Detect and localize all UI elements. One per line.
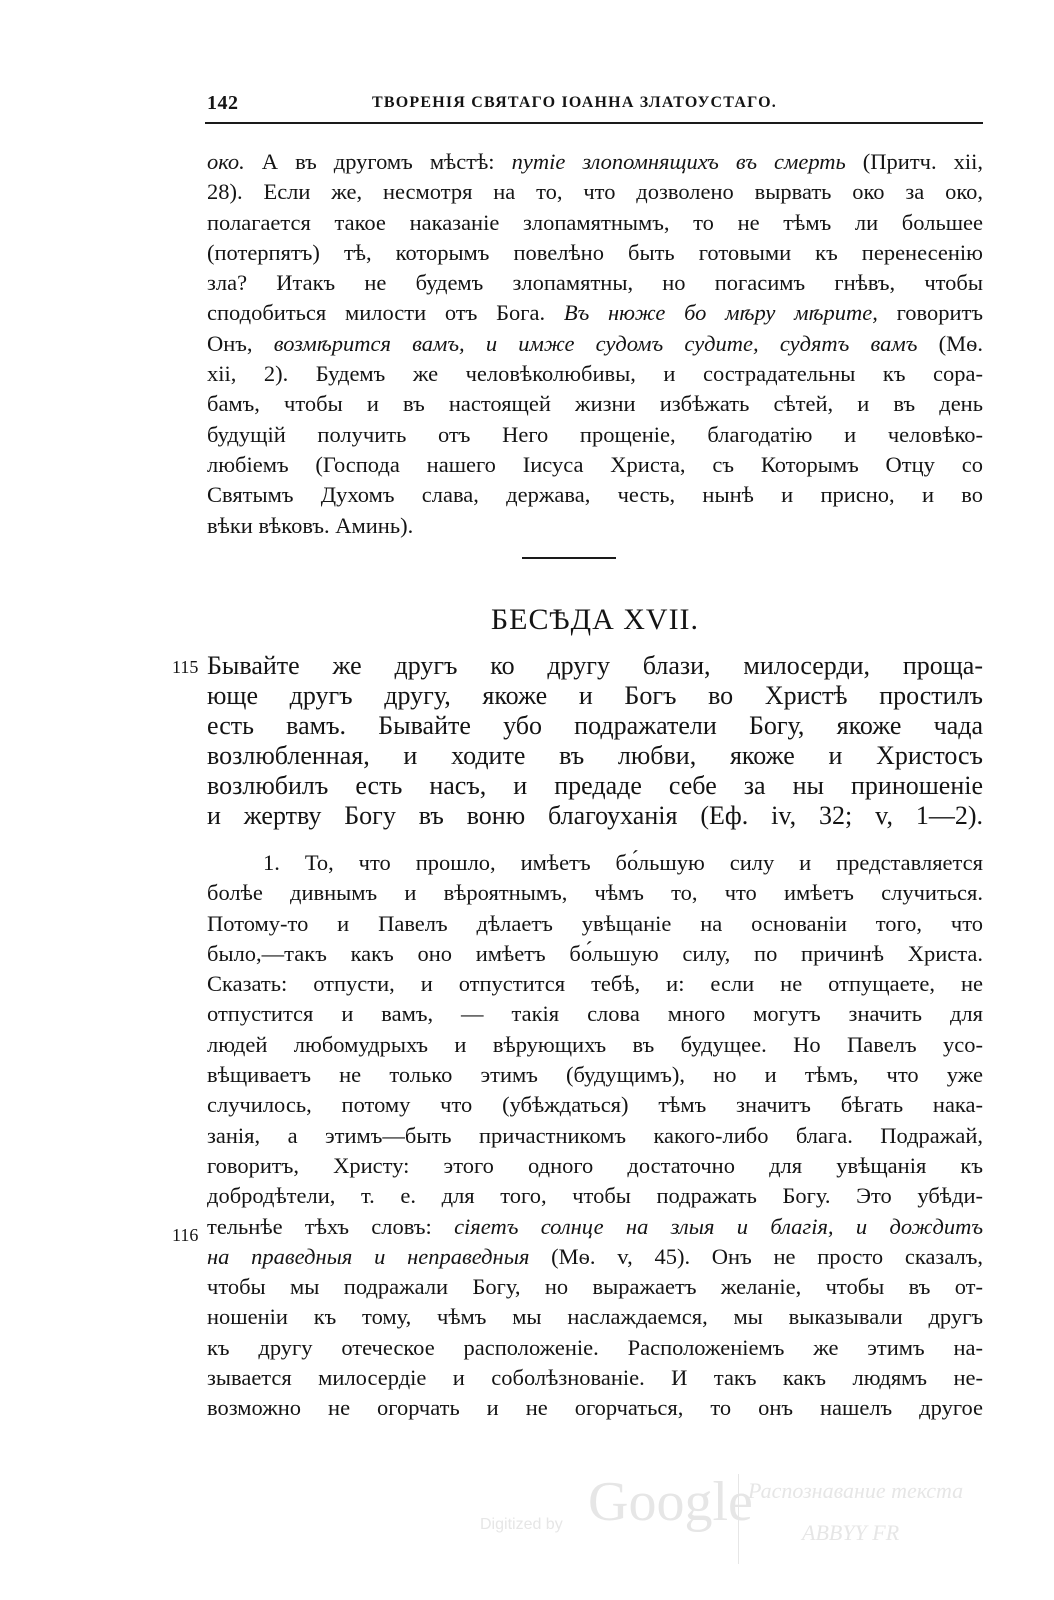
text-run: (Мѳ. — [917, 330, 983, 356]
verse-line — [207, 711, 983, 741]
italic-quote: Въ нюже бо мѣру мѣрите, — [563, 300, 878, 326]
body-bottom-line — [207, 939, 983, 969]
text-run: Потому-то и Павелъ дѣлаетъ увѣщаніе на основаніи того, что — [207, 910, 983, 936]
body-top-line — [207, 450, 983, 480]
text-run: (Притч. xii, — [845, 149, 983, 174]
text-run: было,—такъ какъ оно имѣетъ бо́льшую силу, по причинѣ Христа. — [207, 940, 983, 966]
text-run: говоритъ — [877, 300, 983, 326]
watermark-ocr-line2: ABBYY FR — [802, 1520, 900, 1545]
italic-quote: сіяетъ солнце на злыя и благія, и дождитъ — [454, 1213, 983, 1239]
verse-line — [207, 681, 983, 711]
text-run: тельнѣе тѣхъ словъ: — [207, 1213, 455, 1239]
text-run: зла? Итакъ не будемъ злопамятны, но погасимъ гнѣвъ, чтобы — [207, 270, 983, 296]
scripture-verse — [207, 651, 983, 831]
body-top-line — [207, 480, 983, 510]
text-run: Онъ, — [207, 330, 274, 356]
body-bottom-line — [207, 969, 983, 999]
body-top-line — [207, 147, 983, 177]
text-run: болѣе дивнымъ и вѣроятнымъ, чѣмъ то, что имѣетъ случиться. — [207, 880, 983, 906]
verse-line — [207, 801, 983, 831]
watermark-ocr-line1: Распознавание текста — [748, 1478, 964, 1503]
text-run: юще другъ другу, якоже и Богъ во Христѣ простилъ — [207, 681, 983, 710]
text-run: зывается милосердіе и соболѣзнованіе. И такъ какъ людямъ не- — [207, 1365, 983, 1391]
text-run: занія, а этимъ—быть причастникомъ какого-либо блага. Подражай, — [207, 1122, 983, 1148]
text-run: возможно не огорчать и не огорчаться, то онъ нашелъ другое — [207, 1395, 983, 1421]
body-top-line — [207, 329, 983, 359]
body-bottom-line — [207, 1242, 983, 1272]
text-run: полагается такое наказаніе злопамятнымъ, то не тѣмъ ли большее — [207, 209, 983, 235]
watermark-brand: Google — [588, 1471, 753, 1533]
body-text-top — [207, 147, 983, 541]
text-run: случилось, потому что (убѣждаться) тѣмъ значитъ бѣгать нака- — [207, 1092, 983, 1118]
body-bottom-line — [207, 848, 983, 878]
body-bottom-line — [207, 1363, 983, 1393]
text-run: и жертву Богу въ воню благоуханія (Еф. iv, 32; v, 1—2). — [207, 801, 983, 830]
body-bottom-line — [207, 1060, 983, 1090]
body-top-line — [207, 177, 983, 207]
watermark-digitized-by: Digitized by — [480, 1516, 563, 1533]
header-rule — [205, 122, 983, 124]
text-run: Святымъ Духомъ слава, держава, честь, нынѣ и присно, и во — [207, 482, 983, 508]
text-run: чтобы мы подражали Богу, но выражаетъ желаніе, чтобы въ от- — [207, 1274, 983, 1300]
italic-quote: возмѣрится вамъ, и имже судомъ судите, судятъ вамъ — [273, 330, 918, 356]
text-run: Сказать: отпусти, и отпустится тебѣ, и: если не отпущаете, не — [207, 971, 983, 997]
italic-quote: на праведныя и неправедныя — [207, 1243, 530, 1269]
margin-verse-number: 115 — [172, 657, 199, 677]
text-run: вѣки вѣковъ. Аминь). — [207, 512, 414, 538]
watermark-divider — [738, 1474, 739, 1564]
body-bottom-line — [207, 1121, 983, 1151]
italic-quote: путіе злопомнящихъ въ смерть — [511, 149, 846, 174]
text-run: любіемъ (Господа нашего Іисуса Христа, съ Которымъ Отцу со — [207, 451, 983, 477]
body-top-line — [207, 389, 983, 419]
body-bottom-line — [207, 1090, 983, 1120]
text-run: возлюбленная, и ходите въ любви, якоже и Христосъ — [207, 741, 983, 770]
page-number: 142 — [207, 92, 239, 114]
body-top-line — [207, 238, 983, 268]
text-run: людей любомудрыхъ и вѣрующихъ въ будущее. Но Павелъ усо- — [207, 1031, 983, 1057]
text-run: говоритъ, Христу: этого одного достаточно для увѣщанія къ — [207, 1152, 983, 1178]
text-run: къ другу отеческое расположеніе. Расположеніемъ же этимъ на- — [207, 1334, 983, 1360]
verse-line — [207, 741, 983, 771]
body-bottom-line — [207, 1302, 983, 1332]
verse-line — [207, 651, 983, 681]
digitization-watermark — [480, 1470, 1000, 1580]
margin-page-number: 116 — [172, 1225, 199, 1245]
text-run: есть вамъ. Бывайте убо подражатели Богу, якоже чада — [207, 711, 983, 740]
text-run: А въ другомъ мѣстѣ: — [244, 149, 512, 174]
section-divider — [522, 557, 616, 559]
text-run: 28). Если же, несмотря на то, что дозволено вырвать око за око, — [207, 179, 983, 205]
body-top-line — [207, 359, 983, 389]
body-bottom-line — [207, 999, 983, 1029]
body-bottom-line — [207, 1181, 983, 1211]
text-run: бамъ, чтобы и въ настоящей жизни избѣжать сѣтей, и въ день — [207, 391, 983, 417]
body-bottom-line — [207, 1393, 983, 1423]
body-top-line — [207, 268, 983, 298]
text-run: Бывайте же другъ ко другу блази, милосерди, проща- — [207, 651, 983, 680]
body-bottom-line — [207, 909, 983, 939]
body-top-line — [207, 208, 983, 238]
body-top-line — [207, 298, 983, 328]
text-run: (Мѳ. v, 45). Онъ не просто сказалъ, — [529, 1243, 983, 1269]
section-title: БЕСѢДА XVII. — [490, 603, 700, 636]
body-top-line — [207, 420, 983, 450]
text-run: 1. То, что прошло, имѣетъ бо́льшую силу и представляется — [263, 850, 983, 875]
text-run: будущій получить отъ Него прощеніе, благодатію и человѣко- — [207, 421, 983, 447]
text-run: добродѣтели, т. е. для того, чтобы подражать Богу. Это убѣди- — [207, 1183, 983, 1209]
text-run: ношеніи къ тому, чѣмъ мы наслаждаемся, мы выказывали другъ — [207, 1304, 983, 1330]
text-run: отпустится и вамъ, — такія слова много могутъ значить для — [207, 1001, 983, 1027]
body-bottom-line — [207, 1333, 983, 1363]
body-bottom-line — [207, 1212, 983, 1242]
text-run: (потерпятъ) тѣ, которымъ повелѣно быть готовыми къ перенесенію — [207, 239, 983, 265]
italic-quote: око. — [207, 149, 245, 174]
text-run: сподобиться милости отъ Бога. — [207, 300, 564, 326]
text-run: xii, 2). Будемъ же человѣколюбивы, и сострадательны къ сора- — [207, 361, 983, 387]
text-run: вѣщиваетъ не только этимъ (будущимъ), но и тѣмъ, что уже — [207, 1062, 983, 1088]
body-bottom-line — [207, 1151, 983, 1181]
body-top-line — [207, 511, 983, 541]
running-title: ТВОРЕНІЯ СВЯТАГО ІОАННА ЗЛАТОУСТАГО. — [372, 94, 777, 111]
text-run: возлюбилъ есть насъ, и предаде себе за ны приношеніе — [207, 771, 983, 800]
body-bottom-line — [207, 1272, 983, 1302]
body-text-bottom — [207, 848, 983, 1424]
body-bottom-line — [207, 1030, 983, 1060]
verse-line — [207, 771, 983, 801]
body-bottom-line — [207, 878, 983, 908]
running-head — [207, 92, 983, 118]
